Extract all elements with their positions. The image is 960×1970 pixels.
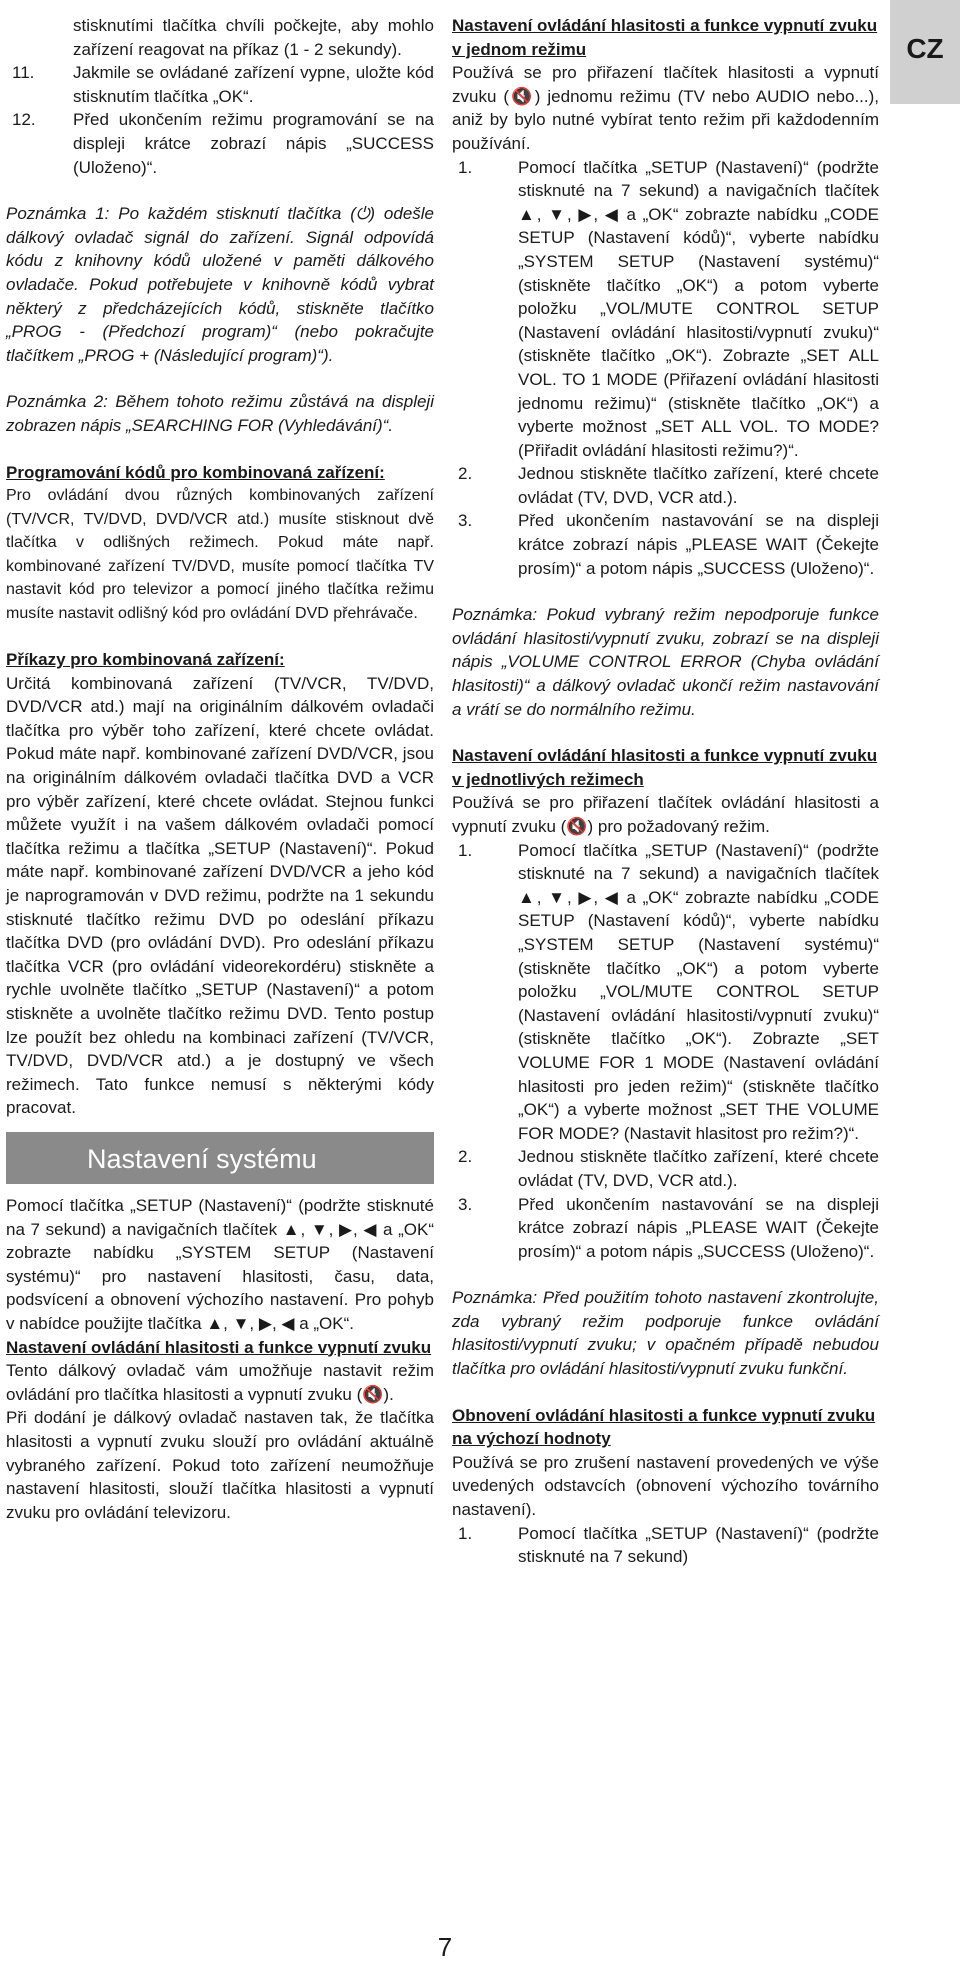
system-setup-text: Pomocí tlačítka „SETUP (Nastavení)“ (podržte stisknuté na 7 sekund) a navigačních tlačítek ▲, ▼, ▶, ◀ a „OK“ zobrazte nabídku „SYSTEM SETUP (Nastavení systému)“ pro nastavení hlasitosti, času, data, podsvícení a obnovení výchozího nastavení. Pro pohyb v nabídce použijte tlačítka ▲, ▼, ▶, ◀ a „OK“.: [6, 1195, 434, 1333]
language-code: CZ: [906, 33, 944, 64]
commands-heading: Příkazy pro kombinovaná zařízení:: [6, 650, 285, 670]
list-item: 3. Před ukončením nastavování se na displeji krátce zobrazí nápis „PLEASE WAIT (Čekejte prosím)“ a potom nápis „SUCCESS (Uloženo)“.: [458, 1194, 879, 1261]
reset-heading: Obnovení ovládání hlasitosti a funkce vypnutí zvuku na výchozí hodnoty: [452, 1405, 876, 1449]
individual-text: Používá se pro přiřazení tlačítek ovládání hlasitosti a vypnutí zvuku (🔇) pro požadovaný režim.: [452, 793, 879, 836]
reset-text: Používá se pro zrušení nastavení provedených ve výše uvedených odstavcích (obnovení výchozího továrního nastavení).: [452, 1452, 879, 1520]
volume-text-1: Tento dálkový ovladač vám umožňuje nastavit režim ovládání pro tlačítka hlasitosti a vypnutí zvuku (🔇).: [6, 1361, 434, 1404]
list-item: 1. Pomocí tlačítka „SETUP (Nastavení)“ (podržte stisknuté na 7 sekund) a navigačních tlačítek ▲, ▼, ▶, ◀ a „OK“ zobrazte nabídku „CODE SETUP (Nastavení kódů)“, vyberte nabídku „SYSTEM SETUP (Nastavení systému)“ (stiskněte tlačítko „OK“) a potom vyberte položku „VOL/MUTE CONTROL SETUP (Nastavení ovládání hlasitosti/vypnutí zvuku)“ (stiskněte tlačítko „OK“). Zobrazte „SET ALL VOL. TO 1 MODE (Přiřazení ovládání hlasitosti jednomu režimu)“ (stiskněte tlačítko „OK“) a vyberte možnost „SET ALL VOL. TO MODE? (Přiřadit ovládání hlasitosti režimu?)“.: [458, 157, 879, 460]
one-mode-heading: Nastavení ovládání hlasitosti a funkce vypnutí zvuku v jednom režimu: [452, 16, 878, 59]
note-2: Poznámka 2: Během tohoto režimu zůstává na displeji zobrazen nápis „SEARCHING FOR (Vyhledávání)“.: [6, 392, 434, 435]
list-item: 2. Jednou stiskněte tlačítko zařízení, které chcete ovládat (TV, DVD, VCR atd.).: [458, 1147, 879, 1190]
language-tab: [890, 0, 960, 104]
combo-text: Pro ovládání dvou různých kombinovaných zařízení (TV/VCR, TV/DVD, DVD/VCR atd.) musíte stisknout dvě tlačítka v odlišných režimech. Pokud máte např. kombinované zařízení TV/DVD, musíte pomocí tlačítka TV nastavit kód pro televizor a pomocí jiného tlačítka režimu musíte nastavit odlišný kód pro ovládání DVD přehrávače.: [6, 487, 434, 622]
one-mode-note: Poznámka: Pokud vybraný režim nepodporuje funkce ovládání hlasitosti/vypnutí zvuku, zobrazí se na displeji nápis „VOLUME CONTROL ERROR (Chyba ovládání hlasitosti)“ a dálkový ovladač ukončí režim nastavování a vrátí se do normálního režimu.: [452, 605, 879, 719]
individual-heading: Nastavení ovládání hlasitosti a funkce vypnutí zvuku v jednotlivých režimech: [452, 746, 878, 789]
list-item: 12. Před ukončením režimu programování se na displeji krátce zobrazí nápis „SUCCESS (Uloženo)“.: [12, 110, 434, 177]
section-title: Nastavení systému: [6, 1132, 434, 1184]
left-column: [6, 14, 434, 1524]
list-item: 1. Pomocí tlačítka „SETUP (Nastavení)“ (podržte stisknuté na 7 sekund) a navigačních tlačítek ▲, ▼, ▶, ◀ a „OK“ zobrazte nabídku „CODE SETUP (Nastavení kódů)“, vyberte nabídku „SYSTEM SETUP (Nastavení systému)“ (stiskněte tlačítko „OK“) a potom vyberte položku „VOL/MUTE CONTROL SETUP (Nastavení ovládání hlasitosti/vypnutí zvuku)“ (stiskněte tlačítko „OK“). Zobrazte „SET VOLUME FOR 1 MODE (Nastavení ovládání hlasitosti pro jeden režim)“ (stiskněte tlačítko „OK“) a vyberte možnost „SET THE VOLUME FOR MODE? (Nastavit hlasitost pro režim?)“.: [458, 840, 879, 1143]
right-column: [452, 14, 879, 1569]
list-item: 2. Jednou stiskněte tlačítko zařízení, které chcete ovládat (TV, DVD, VCR atd.).: [458, 464, 879, 507]
list-item: stisknutími tlačítka chvíli počkejte, aby mohlo zařízení reagovat na příkaz (1 - 2 sekundy).: [73, 16, 434, 59]
note-1: Poznámka 1: Po každém stisknutí tlačítka (⏻) odešle dálkový ovladač signál do zařízení. Signál odpovídá kódu z knihovny kódů uložené v paměti dálkového ovladače. Pokud potřebujete v knihovně kódů vybrat některý z předcházejících kódů, stiskněte tlačítko „PROG - (Předchozí program)“ (nebo pokračujte tlačítkem „PROG + (Následující program)“).: [6, 204, 434, 365]
volume-text-2: Při dodání je dálkový ovladač nastaven tak, že tlačítka hlasitosti a vypnutí zvuku slouží pro ovládání aktuálně vybraného zařízení. Pokud toto zařízení neumožňuje nastavení hlasitosti, slouží tlačítka hlasitosti a vypnutí zvuku pro ovládání televizoru.: [6, 1408, 434, 1522]
page-number: 7: [437, 1932, 453, 1962]
one-mode-text: Používá se pro přiřazení tlačítek hlasitosti a vypnutí zvuku (🔇) jednomu režimu (TV nebo AUDIO nebo...), aniž by bylo nutné vybírat tento režim při každodenním používání.: [452, 63, 879, 153]
list-item: 11. Jakmile se ovládané zařízení vypne, uložte kód stisknutím tlačítka „OK“.: [12, 63, 434, 106]
commands-text: Určitá kombinovaná zařízení (TV/VCR, TV/DVD, DVD/VCR atd.) mají na originálním dálkovém ovladači tlačítka pro výběr toho zařízení, které chcete ovládat. Pokud máte např. kombinované zařízení DVD/VCR, jsou na originálním dálkovém ovladači tlačítka DVD a VCR pro výběr zařízení, které chcete ovládat. Stejnou funkci můžete využít i na vašem dálkovém ovladači pomocí tlačítka režimu a tlačítka „SETUP (Nastavení)“. Pokud máte např. kombinované zařízení DVD/VCR a jeho kód je naprogramován v DVD režimu, podržte na 1 sekundu stisknuté tlačítko režimu DVD po odeslání příkazu tlačítka DVD (pro ovládání DVD). Pro odeslání příkazu tlačítka VCR (pro ovládání videorekordéru) stiskněte a rychle uvolněte tlačítko „SETUP (Nastavení)“ a potom stiskněte a uvolněte tlačítko režimu DVD. Tento postup lze použít bez ohledu na kombinaci zařízení (TV/VCR, TV/DVD, DVD/VCR atd.) a je dostupný ve všech režimech. Tato funkce nemusí s některými kódy pracovat.: [6, 673, 434, 1118]
list-item: 1. Pomocí tlačítka „SETUP (Nastavení)“ (podržte stisknuté na 7 sekund): [458, 1523, 879, 1567]
combo-heading: Programování kódů pro kombinovaná zařízení:: [6, 462, 385, 482]
volume-heading: Nastavení ovládání hlasitosti a funkce vypnutí zvuku: [6, 1337, 432, 1357]
individual-note: Poznámka: Před použitím tohoto nastavení zkontrolujte, zda vybraný režim podporuje funkce ovládání hlasitosti/vypnutí zvuku; v opačném případě nebudou tlačítka pro ovládání hlasitosti/vypnutí zvuku funkční.: [452, 1288, 879, 1379]
list-item: 3. Před ukončením nastavování se na displeji krátce zobrazí nápis „PLEASE WAIT (Čekejte prosím)“ a potom nápis „SUCCESS (Uloženo)“.: [458, 511, 879, 578]
